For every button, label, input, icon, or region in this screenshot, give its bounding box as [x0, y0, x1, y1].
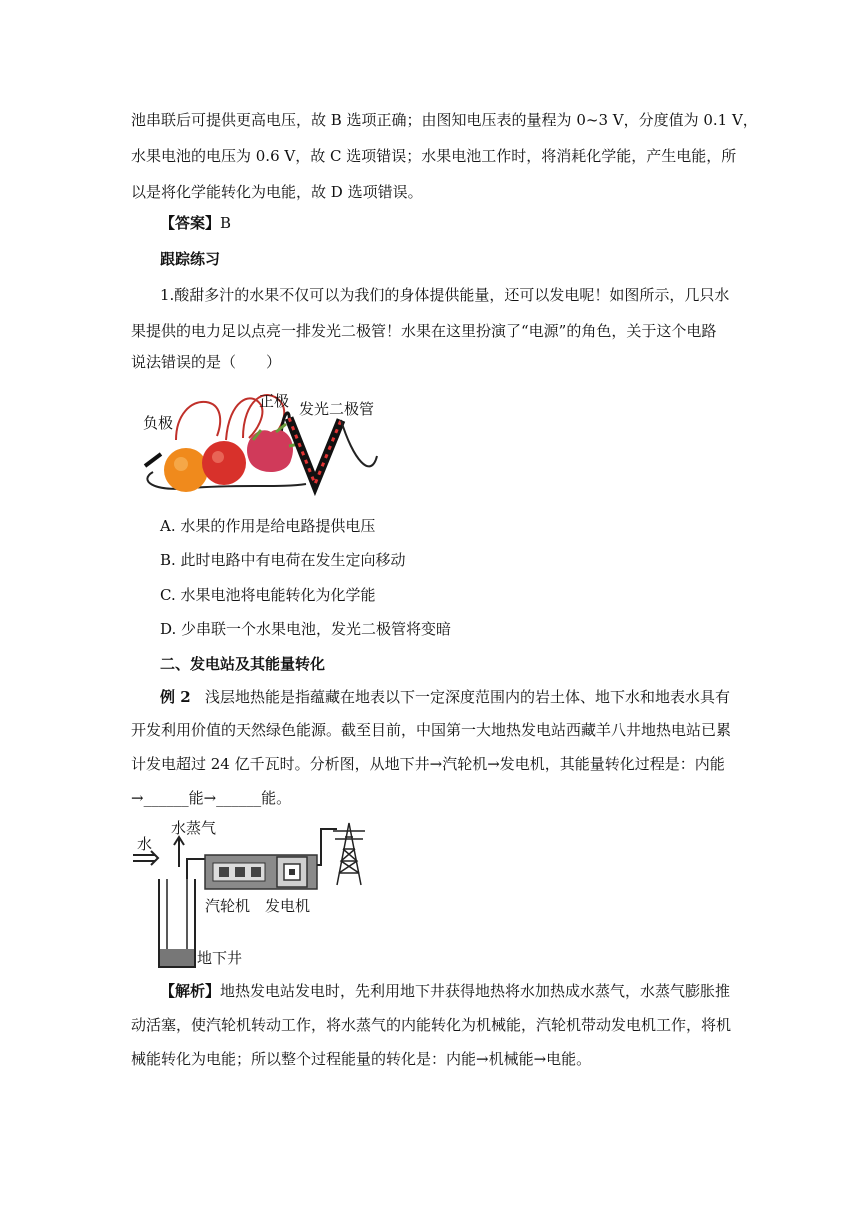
analysis2-line-1: 【解析】地热发电站发电时，先利用地下井获得地热将水加热成水蒸气，水蒸气膨胀推	[160, 982, 731, 1000]
option-d: D. 少串联一个水果电池，发光二极管将变暗	[160, 620, 452, 638]
section-2-heading: 二、发电站及其能量转化	[160, 655, 326, 673]
answer-1	[160, 213, 231, 233]
analysis2-line-3: 械能转化为电能；所以整个过程能量的转化是：内能→机械能→电能。	[131, 1050, 592, 1068]
answer-value: B	[220, 214, 232, 232]
generator-label: 发电机	[265, 897, 311, 915]
analysis2-label: 【解析】	[160, 982, 221, 1000]
analysis2-line-2: 动活塞，使汽轮机转动工作，将水蒸气的内能转化为机械能，汽轮机带动发电机工作，将机	[131, 1016, 732, 1034]
example2-label: 例 2	[160, 688, 191, 706]
well-label: 地下井	[197, 949, 243, 967]
option-c: C. 水果电池将电能转化为化学能	[160, 586, 376, 604]
practice-heading: 跟踪练习	[160, 250, 221, 268]
example2-line-1: 例 2 浅层地热能是指蕴藏在地表以下一定深度范围内的岩土体、地下水和地表水具有	[160, 688, 730, 706]
analysis1-line-2: 水果电池的电压为 0.6 V，故 C 选项错误；水果电池工作时，将消耗化学能，产生电能，所	[131, 147, 737, 165]
option-a: A. 水果的作用是给电路提供电压	[160, 517, 376, 535]
question1-line-3: 说法错误的是（ ）	[131, 353, 282, 371]
question1-line-1: 1.酸甜多汁的水果不仅可以为我们的身体提供能量，还可以发电呢！如图所示，几只水	[160, 286, 730, 304]
example2-line-2: 开发利用价值的天然绿色能源。截至目前，中国第一大地热发电站西藏羊八井地热电站已累	[131, 721, 732, 739]
turbine-label: 汽轮机	[205, 897, 251, 915]
analysis1-line-1: 池串联后可提供更高电压，故 B 选项正确；由图知电压表的量程为 0~3 V，分度值为 0.1 V，	[131, 111, 758, 129]
example2-line-4: →______能→______能。	[131, 789, 292, 807]
geothermal-figure	[131, 815, 375, 969]
option-b: B. 此时电路中有电荷在发生定向移动	[160, 551, 406, 569]
led-label: 发光二极管	[299, 400, 375, 418]
steam-label: 水蒸气	[171, 819, 217, 837]
analysis1-line-3: 以是将化学能转化为电能，故 D 选项错误。	[131, 183, 423, 201]
example2-line-3: 计发电超过 24 亿千瓦时。分析图，从地下井→汽轮机→发电机，其能量转化过程是：内能	[131, 755, 725, 773]
positive-electrode-label: 正极	[259, 392, 290, 410]
water-label: 水	[137, 835, 153, 853]
negative-electrode-label: 负极	[143, 414, 174, 432]
question1-line-2: 果提供的电力足以点亮一排发光二极管！水果在这里扮演了“电源”的角色，关于这个电路	[131, 322, 717, 340]
fruit-battery-figure	[131, 380, 381, 498]
answer-label: 【答案】	[160, 214, 221, 232]
